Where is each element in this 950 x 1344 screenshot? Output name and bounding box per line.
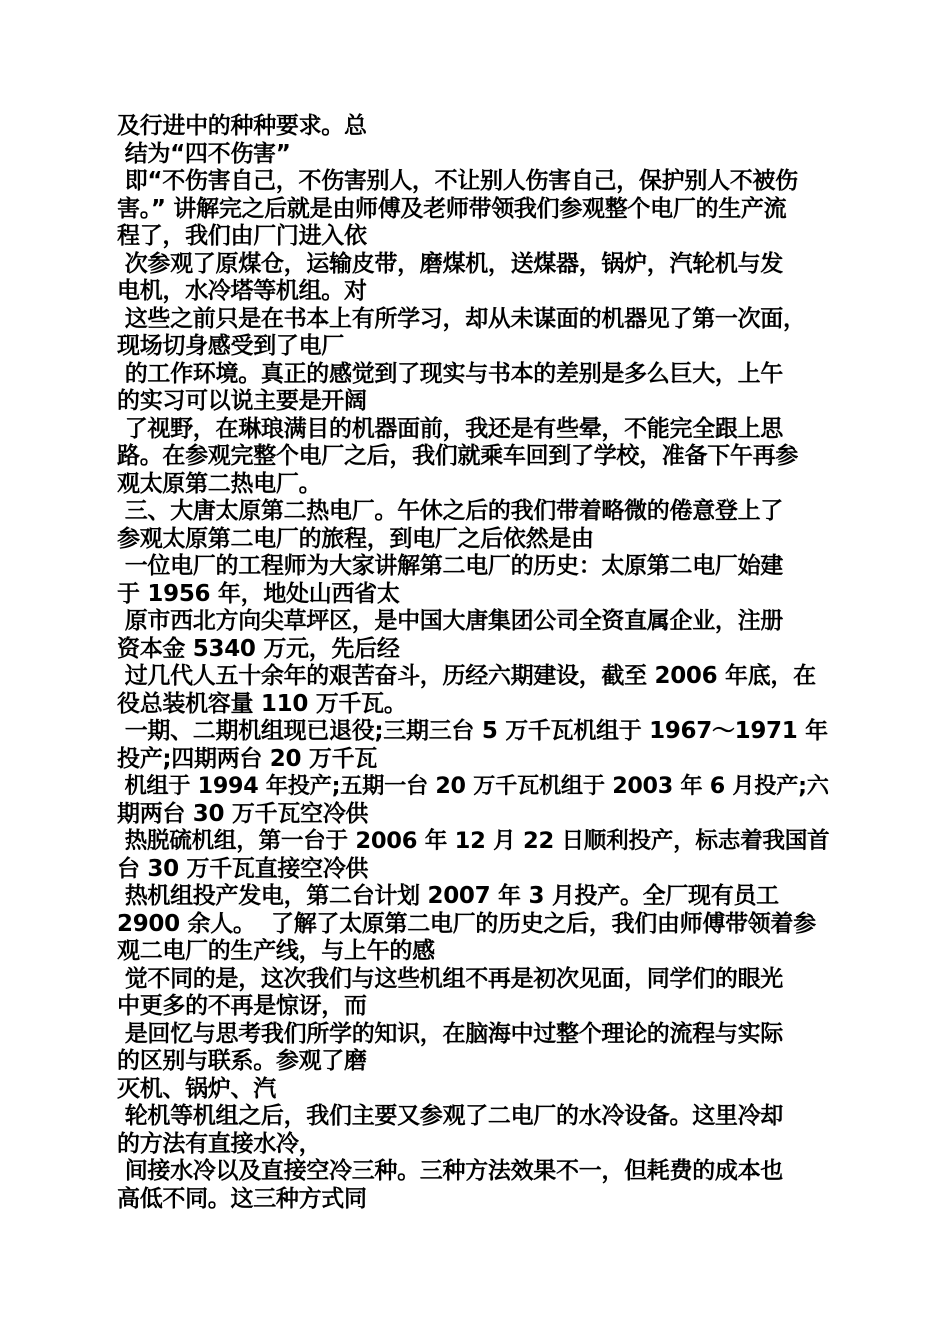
text-line: 觉不同的是，这次我们与这些机组不再是初次见面，同学们的眼光	[117, 965, 784, 992]
text-line: 过几代人五十余年的艰苦奋斗，历经六期建设，截至 2006 年底，在	[117, 663, 816, 689]
text-line: 资本金 5340 万元，先后经	[117, 635, 400, 662]
text-line: 原市西北方向尖草坪区，是中国大唐集团公司全资直属企业，注册	[117, 608, 784, 634]
text-line: 现场切身感受到了电厂	[117, 333, 345, 359]
text-line: 的区别与联系。参观了磨	[117, 1048, 367, 1074]
text-line: 参观太原第二电厂的旅程，到电厂之后依然是由	[117, 525, 594, 552]
text-line: 中更多的不再是惊讶，而	[117, 993, 367, 1019]
text-line: 间接水冷以及直接空冷三种。三种方法效果不一，但耗费的成本也	[117, 1158, 784, 1184]
text-line: 了视野，在琳琅满目的机器面前，我还是有些晕，不能完全跟上思	[117, 415, 784, 442]
text-line: 期两台 30 万千瓦空冷供	[117, 800, 369, 827]
text-line: 程了，我们由厂门进入依	[117, 223, 367, 249]
text-line: 电机，水冷塔等机组。对	[117, 278, 367, 304]
text-line: 灭机、锅炉、汽	[117, 1075, 276, 1102]
text-line: 高低不同。这三种方式同	[117, 1185, 367, 1212]
text-line: 即“不伤害自己，不伤害别人，不让别人伤害自己，保护别人不被伤	[117, 168, 798, 194]
text-line: 的工作环境。真正的感觉到了现实与书本的差别是多么巨大，上午	[117, 360, 784, 387]
text-line: 轮机等机组之后，我们主要又参观了二电厂的水冷设备。这里冷却	[117, 1103, 784, 1129]
body-text	[117, 113, 837, 1213]
text-line: 的实习可以说主要是开阔	[117, 388, 367, 414]
text-line: 役总装机容量 110 万千瓦。	[117, 690, 407, 717]
text-line: 的方法有直接水冷，	[117, 1130, 322, 1157]
text-line: 一期、二期机组现已退役;三期三台 5 万千瓦机组于 1967～1971 年	[117, 718, 828, 744]
text-line: 台 30 万千瓦直接空冷供	[117, 855, 369, 882]
text-line: 机组于 1994 年投产;五期一台 20 万千瓦机组于 2003 年 6 月投产;六	[117, 773, 829, 799]
text-line: 路。在参观完整个电厂之后，我们就乘车回到了学校，准备下午再参	[117, 443, 799, 469]
text-line: 是回忆与思考我们所学的知识，在脑海中过整个理论的流程与实际	[117, 1020, 784, 1047]
text-line: 观太原第二热电厂。	[117, 470, 322, 497]
text-line: 这些之前只是在书本上有所学习，却从未谋面的机器见了第一次面，	[117, 305, 806, 332]
text-line: 次参观了原煤仓，运输皮带，磨煤机，送煤器，锅炉，汽轮机与发	[117, 250, 784, 277]
text-line: 于 1956 年，地处山西省太	[117, 580, 400, 607]
text-line: 2900 余人。 了解了太原第二电厂的历史之后，我们由师傅带领着参	[117, 910, 816, 937]
text-line: 害。” 讲解完之后就是由师傅及老师带领我们参观整个电厂的生产流	[117, 195, 787, 222]
text-line: 投产;四期两台 20 万千瓦	[117, 745, 378, 772]
text-line: 观二电厂的生产线，与上午的感	[117, 938, 435, 964]
text-line: 三、大唐太原第二热电厂。午休之后的我们带着略微的倦意登上了	[117, 498, 784, 524]
text-line: 结为“四不伤害”	[117, 140, 291, 167]
text-line: 及行进中的种种要求。总	[117, 113, 367, 139]
text-line: 热机组投产发电，第二台计划 2007 年 3 月投产。全厂现有员工	[117, 883, 779, 909]
text-line: 一位电厂的工程师为大家讲解第二电厂的历史：太原第二电厂始建	[117, 553, 784, 579]
text-line: 热脱硫机组，第一台于 2006 年 12 月 22 日顺利投产，标志着我国首	[117, 828, 830, 854]
